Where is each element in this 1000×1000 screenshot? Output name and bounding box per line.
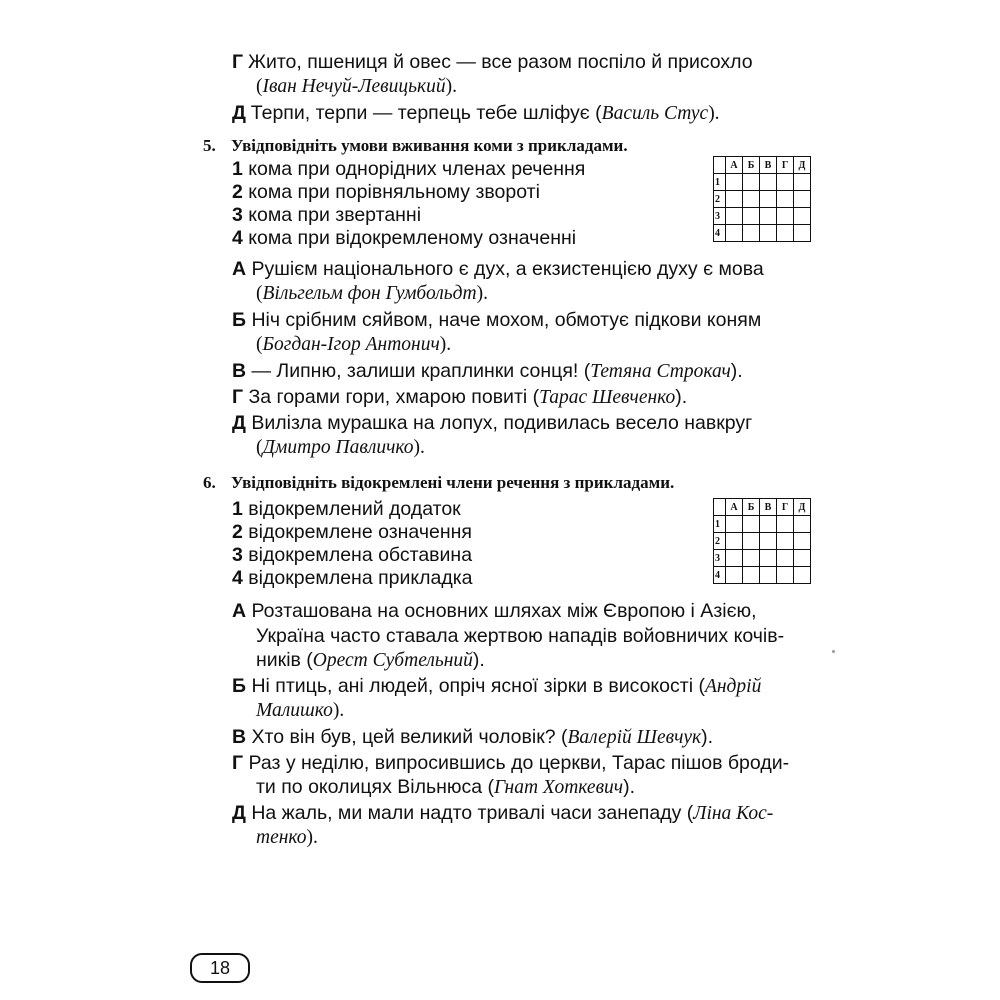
answer-cell[interactable] [726,208,743,225]
paren-close: ). [701,726,714,748]
paren-open: ( [256,76,263,97]
task-6-condition-3 [232,543,472,567]
task-6-answer-grid [713,498,811,584]
answer-cell[interactable] [726,533,743,550]
condition-text: кома при однорідних членах речення [248,158,586,180]
grid-col-header: Г [777,499,794,516]
option-key: Б [232,675,247,697]
answer-cell[interactable] [760,208,777,225]
grid-row-header: 3 [714,208,726,225]
source-author: Василь Стус [601,103,709,124]
grid-row-header: 3 [714,550,726,567]
answer-cell[interactable] [760,516,777,533]
answer-cell[interactable] [743,208,760,225]
task-number: 6. [203,473,216,492]
task-6-option-d [232,801,773,826]
answer-cell[interactable] [726,174,743,191]
option-key: А [232,258,247,280]
paren-close: ). [439,334,452,355]
option-text: За горами гори, хмарою повиті ( [248,386,540,408]
paren-open: ( [256,283,263,304]
condition-text: відокремлена прикладка [248,567,473,589]
grid-row-header: 2 [714,533,726,550]
answer-cell[interactable] [777,225,794,242]
condition-number: 3 [232,544,243,566]
answer-cell[interactable] [794,225,811,242]
paren-close: ). [708,103,720,124]
option-g-top [232,50,753,75]
answer-cell[interactable] [760,174,777,191]
option-text: Хто він був, цей великий чоловік? ( [251,726,568,748]
answer-cell[interactable] [777,191,794,208]
option-text: Жито, пшениця й овес — все разом поспіло й присохло [247,51,753,73]
grid-col-header: А [726,499,743,516]
option-d-top [232,101,720,126]
option-text: На жаль, ми мали надто тривалі часи занепаду ( [251,802,694,824]
answer-cell[interactable] [777,567,794,584]
condition-text: відокремлена обставина [248,544,473,566]
task-6-condition-4 [232,566,473,590]
grid-col-header: В [760,499,777,516]
task-6-option-a [232,599,757,623]
task-5-option-b [232,308,761,332]
option-text: Розташована на основних шляхах між Європою і Азією, [251,600,757,622]
task-6-option-v [232,725,713,750]
option-text: Україна часто ставала жертвою нападів войовничих кочів- [256,625,785,647]
option-text: Терпи, терпи — терпець тебе шліфує ( [250,102,602,124]
grid-col-header: Б [743,157,760,174]
answer-cell[interactable] [777,550,794,567]
source-author: Іван Нечуй-Левицький [262,76,446,97]
answer-cell[interactable] [726,225,743,242]
task-6-option-g-line2 [256,775,635,800]
grid-row-header: 4 [714,567,726,584]
answer-cell[interactable] [743,191,760,208]
grid-row-header: 1 [714,516,726,533]
answer-cell[interactable] [777,174,794,191]
paren-close: ). [623,776,636,798]
task-5-option-v [232,359,743,384]
grid-col-header: А [726,157,743,174]
task-5-option-d [232,411,752,435]
answer-cell[interactable] [726,191,743,208]
option-text: ти по околицях Вільнюса ( [256,776,495,798]
condition-text: відокремлене означення [248,521,472,543]
task-5-title [203,135,628,157]
task-6-option-g [232,751,789,775]
condition-text: кома при відокремленому означенні [248,227,577,249]
task-5-option-a [232,257,764,281]
task-5-option-b-source [256,333,451,357]
task-6-condition-1 [232,497,461,521]
answer-cell[interactable] [760,550,777,567]
grid-row-header: 4 [714,225,726,242]
answer-cell[interactable] [777,516,794,533]
condition-number: 1 [232,158,243,180]
grid-row-header: 1 [714,174,726,191]
option-key: Б [232,309,247,331]
option-text: Вилізла мурашка на лопух, подивилась весело навкруг [251,412,753,434]
task-5-answer-grid [713,156,811,242]
option-text: Рушієм національного є дух, а екзистенцією духу є мова [251,258,764,280]
source-author: Орест Субтельний [312,650,473,671]
task-5-condition-2 [232,180,540,204]
task-6-condition-2 [232,520,472,544]
task-5-option-g [232,385,687,410]
page-number: 18 [190,953,250,983]
source-author: Тетяна Строкач [590,361,731,382]
grid-col-header: Д [794,499,811,516]
source-author: Дмитро Павличко [262,437,414,458]
task-6-option-a-line2 [256,624,784,648]
answer-cell[interactable] [794,208,811,225]
scan-speck [832,650,835,653]
answer-cell[interactable] [794,516,811,533]
task-title-text: Увідповідніть умови вживання коми з прикладами. [231,136,628,155]
paren-close: ). [306,827,318,848]
condition-number: 3 [232,204,243,226]
answer-cell[interactable] [794,550,811,567]
answer-cell[interactable] [760,225,777,242]
source-author: Андрій [704,676,762,697]
task-5-option-d-source [256,436,425,460]
source-author: Ліна Кос- [693,803,774,824]
option-key: А [232,600,247,622]
option-key: Д [232,102,246,124]
source-author: Тарас Шевченко [539,387,676,408]
condition-text: кома при звертанні [248,204,422,226]
grid-col-header: В [760,157,777,174]
task-5-condition-4 [232,226,576,250]
answer-cell[interactable] [794,174,811,191]
grid-col-header: Б [743,499,760,516]
answer-cell[interactable] [743,225,760,242]
answer-cell[interactable] [777,533,794,550]
paren-close: ). [675,386,688,408]
answer-cell[interactable] [794,533,811,550]
grid-col-header: Д [794,157,811,174]
answer-cell[interactable] [794,191,811,208]
answer-cell[interactable] [726,550,743,567]
paren-close: ). [472,649,485,671]
answer-cell[interactable] [726,516,743,533]
answer-cell[interactable] [794,567,811,584]
condition-number: 2 [232,181,243,203]
paren-close: ). [332,700,345,721]
paren-close: ). [413,437,425,458]
task-6-option-d-source [256,826,318,850]
condition-number: 2 [232,521,243,543]
task-5-option-a-source [256,282,488,306]
condition-number: 4 [232,567,243,589]
source-author: Гнат Хоткевич [494,777,624,798]
option-key: Г [232,51,244,73]
option-key: Д [232,802,246,824]
option-g-top-source [256,75,457,99]
task-6-option-b-source [256,699,344,723]
answer-cell[interactable] [743,550,760,567]
grid-row-header: 2 [714,191,726,208]
condition-text: кома при порівняльному звороті [248,181,540,203]
source-author: тенко [256,827,307,848]
answer-cell[interactable] [760,567,777,584]
option-text: ників ( [256,649,313,671]
answer-cell[interactable] [743,567,760,584]
source-author: Малишко [256,700,333,721]
paren-open: ( [256,334,263,355]
option-text: Ні птиць, ані людей, опріч ясної зірки в високості ( [251,675,705,697]
paren-close: ). [730,360,743,382]
source-author: Вільгельм фон Гумбольдт [262,283,477,304]
option-key: Г [232,752,244,774]
task-number: 5. [203,136,216,155]
option-text: Раз у неділю, випросившись до церкви, Тарас пішов броди- [248,752,790,774]
source-author: Богдан-Ігор Антонич [262,334,440,355]
option-key: Д [232,412,246,434]
option-key: В [232,360,247,382]
grid-corner [714,157,726,174]
grid-col-header: Г [777,157,794,174]
task-6-option-b [232,674,761,699]
condition-number: 1 [232,498,243,520]
answer-cell[interactable] [777,208,794,225]
option-text: — Липню, залиши краплинки сонця! ( [251,360,591,382]
option-key: Г [232,386,244,408]
task-6-title [203,472,674,494]
answer-cell[interactable] [743,533,760,550]
paren-open: ( [256,437,263,458]
answer-cell[interactable] [743,174,760,191]
condition-number: 4 [232,227,243,249]
answer-cell[interactable] [760,533,777,550]
answer-cell[interactable] [726,567,743,584]
answer-cell[interactable] [743,516,760,533]
task-title-text: Увідповідніть відокремлені члени речення з прикладами. [231,473,675,492]
answer-cell[interactable] [760,191,777,208]
source-author: Валерій Шевчук [567,727,702,748]
paren-close: ). [445,76,458,97]
task-6-option-a-line3 [256,648,485,673]
task-5-condition-3 [232,203,421,227]
option-text: Ніч срібним сяйвом, наче мохом, обмотує підкови коням [251,309,762,331]
grid-corner [714,499,726,516]
paren-close: ). [476,283,488,304]
task-5-condition-1 [232,157,585,181]
condition-text: відокремлений додаток [248,498,461,520]
option-key: В [232,726,247,748]
